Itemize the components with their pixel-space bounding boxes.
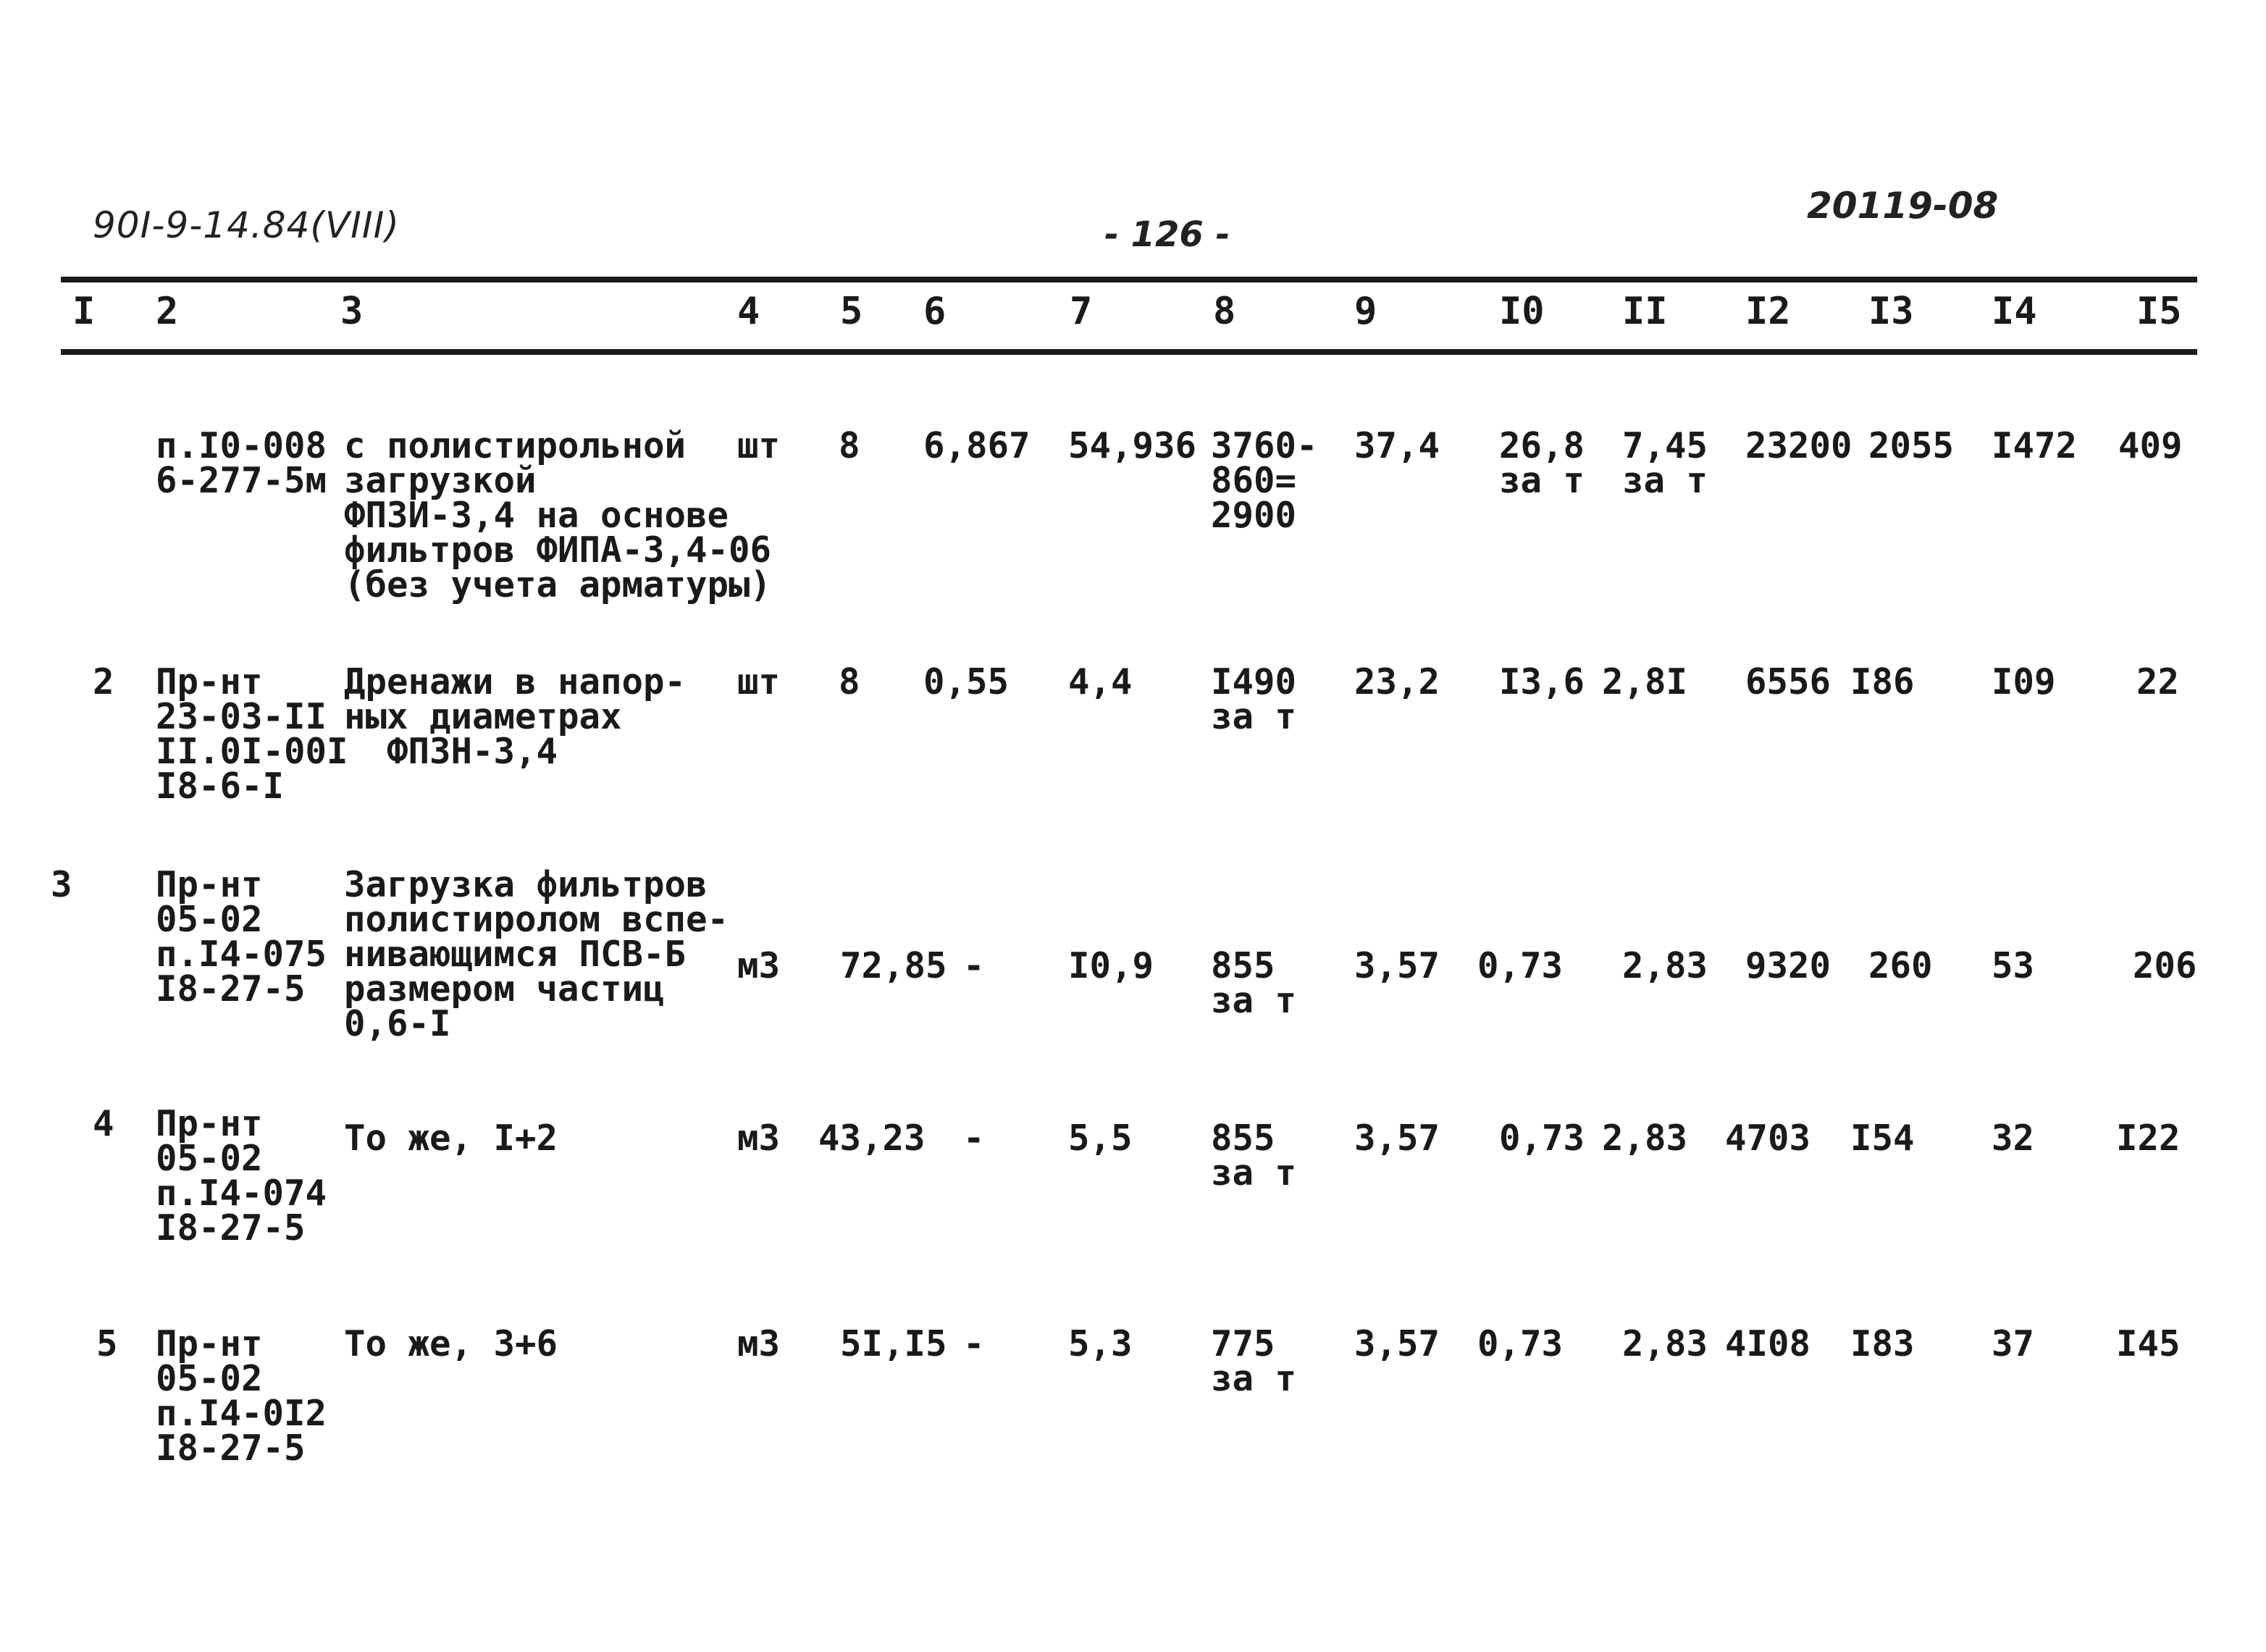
cell-col13: I86 (1850, 661, 1915, 703)
cell-col10: 0,73 (1499, 1118, 1585, 1159)
cell-col12: 23200 (1745, 425, 1852, 466)
cell-quantity: 5I,I5 (840, 1323, 947, 1364)
cell-col8: 855 за т (1211, 1118, 1297, 1194)
cell-row-number: 5 (96, 1323, 118, 1364)
column-header-2: 2 (156, 290, 179, 333)
cell-unit: м3 (737, 945, 781, 986)
column-header-5: 5 (840, 290, 863, 333)
cell-code: Пр-нт 05-02 п.I4-075 I8-27-5 (156, 864, 327, 1010)
cell-col7: I0,9 (1068, 945, 1154, 986)
cell-unit: шт (737, 661, 781, 703)
cell-col6: - (963, 945, 985, 986)
cell-col15: I22 (2116, 1118, 2181, 1159)
page-number: - 126 - (1104, 214, 1230, 255)
cell-col11: 2,8I (1602, 661, 1688, 703)
cell-code: Пр-нт 23-03-II II.0I-00I I8-6-I (156, 661, 348, 807)
cell-col14: 32 (1992, 1118, 2035, 1159)
cell-col14: 53 (1992, 945, 2035, 986)
cell-code: п.I0-008 6-277-5м (156, 425, 327, 501)
cell-col12: 4I08 (1725, 1323, 1811, 1364)
cell-col14: I09 (1992, 661, 2056, 703)
cell-col10: 0,73 (1477, 1323, 1564, 1364)
cell-col8: 855 за т (1211, 945, 1297, 1021)
cell-col9: 3,57 (1354, 1323, 1440, 1364)
cell-unit: м3 (737, 1323, 781, 1364)
cell-col7: 5,5 (1068, 1118, 1133, 1159)
table-top-rule (61, 277, 2197, 282)
cell-row-number: 4 (93, 1103, 114, 1144)
cell-col6: - (963, 1323, 985, 1364)
cell-col10: I3,6 (1499, 661, 1585, 703)
column-header-13: I3 (1868, 290, 1914, 333)
cell-name: Загрузка фильтров полистиролом вспе- нивающимся ПСВ-Б размером частиц 0,6-I (344, 864, 729, 1044)
cell-name: То же, I+2 (344, 1118, 558, 1159)
table-header-rule (61, 349, 2197, 355)
document-code: 90I-9-14.84(VIII) (93, 204, 400, 246)
cell-col8: 775 за т (1211, 1323, 1297, 1399)
cell-col9: 3,57 (1354, 945, 1440, 986)
cell-col14: I472 (1992, 425, 2078, 466)
cell-col8: 3760- 860= 2900 (1211, 425, 1318, 536)
cell-col7: 4,4 (1068, 661, 1133, 703)
column-header-4: 4 (737, 290, 760, 333)
cell-col12: 6556 (1745, 661, 1831, 703)
cell-unit: шт (737, 425, 781, 466)
cell-col13: I54 (1850, 1118, 1915, 1159)
cell-col9: 23,2 (1354, 661, 1440, 703)
column-header-6: 6 (923, 290, 947, 333)
column-header-10: I0 (1499, 290, 1545, 333)
column-header-12: I2 (1745, 290, 1791, 333)
column-header-11: II (1622, 290, 1668, 333)
column-header-8: 8 (1213, 290, 1236, 333)
cell-col9: 37,4 (1354, 425, 1440, 466)
registration-stamp: 20119-08 (1807, 185, 1999, 227)
cell-col7: 54,936 (1068, 425, 1197, 466)
cell-col14: 37 (1992, 1323, 2035, 1364)
cell-row-number: 3 (51, 864, 72, 905)
cell-col9: 3,57 (1354, 1118, 1440, 1159)
cell-col6: 6,867 (923, 425, 1031, 466)
cell-col10: 0,73 (1477, 945, 1564, 986)
cell-col8: I490 за т (1211, 661, 1297, 737)
column-header-1: I (72, 290, 96, 333)
cell-name: То же, 3+6 (344, 1323, 558, 1364)
cell-col6: - (963, 1118, 985, 1159)
cell-col12: 9320 (1745, 945, 1831, 986)
cell-col12: 4703 (1725, 1118, 1811, 1159)
cell-col6: 0,55 (923, 661, 1010, 703)
cell-code: Пр-нт 05-02 п.I4-0I2 I8-27-5 (156, 1323, 327, 1469)
cell-unit: м3 (737, 1118, 781, 1159)
cell-col11: 7,45 за т (1622, 425, 1708, 501)
cell-col10: 26,8 за т (1499, 425, 1585, 501)
cell-col15: 22 (2136, 661, 2180, 703)
cell-code: Пр-нт 05-02 п.I4-074 I8-27-5 (156, 1103, 327, 1249)
column-header-3: 3 (340, 290, 364, 333)
column-header-14: I4 (1992, 290, 2037, 333)
cell-col11: 2,83 (1622, 1323, 1708, 1364)
cell-col13: I83 (1850, 1323, 1915, 1364)
cell-quantity: 72,85 (840, 945, 947, 986)
cell-row-number: 2 (93, 661, 114, 703)
cell-col15: 409 (2118, 425, 2183, 466)
cell-quantity: 43,23 (818, 1118, 926, 1159)
cell-quantity: 8 (839, 425, 860, 466)
cell-col7: 5,3 (1068, 1323, 1133, 1364)
cell-col11: 2,83 (1622, 945, 1708, 986)
cell-col13: 260 (1868, 945, 1933, 986)
cell-col15: 206 (2133, 945, 2197, 986)
cell-quantity: 8 (839, 661, 860, 703)
cell-name: с полистирольной загрузкой ФПЗИ-3,4 на основе фильтров ФИПА-3,4-06 (без учета арматуры) (344, 425, 772, 605)
column-header-15: I5 (2136, 290, 2182, 333)
cell-col13: 2055 (1868, 425, 1955, 466)
cell-name: Дренажи в напор- ных диаметрах ФПЗН-3,4 (344, 661, 687, 772)
cell-col11: 2,83 (1602, 1118, 1688, 1159)
cell-col15: I45 (2116, 1323, 2181, 1364)
column-header-7: 7 (1070, 290, 1093, 333)
column-header-9: 9 (1354, 290, 1377, 333)
